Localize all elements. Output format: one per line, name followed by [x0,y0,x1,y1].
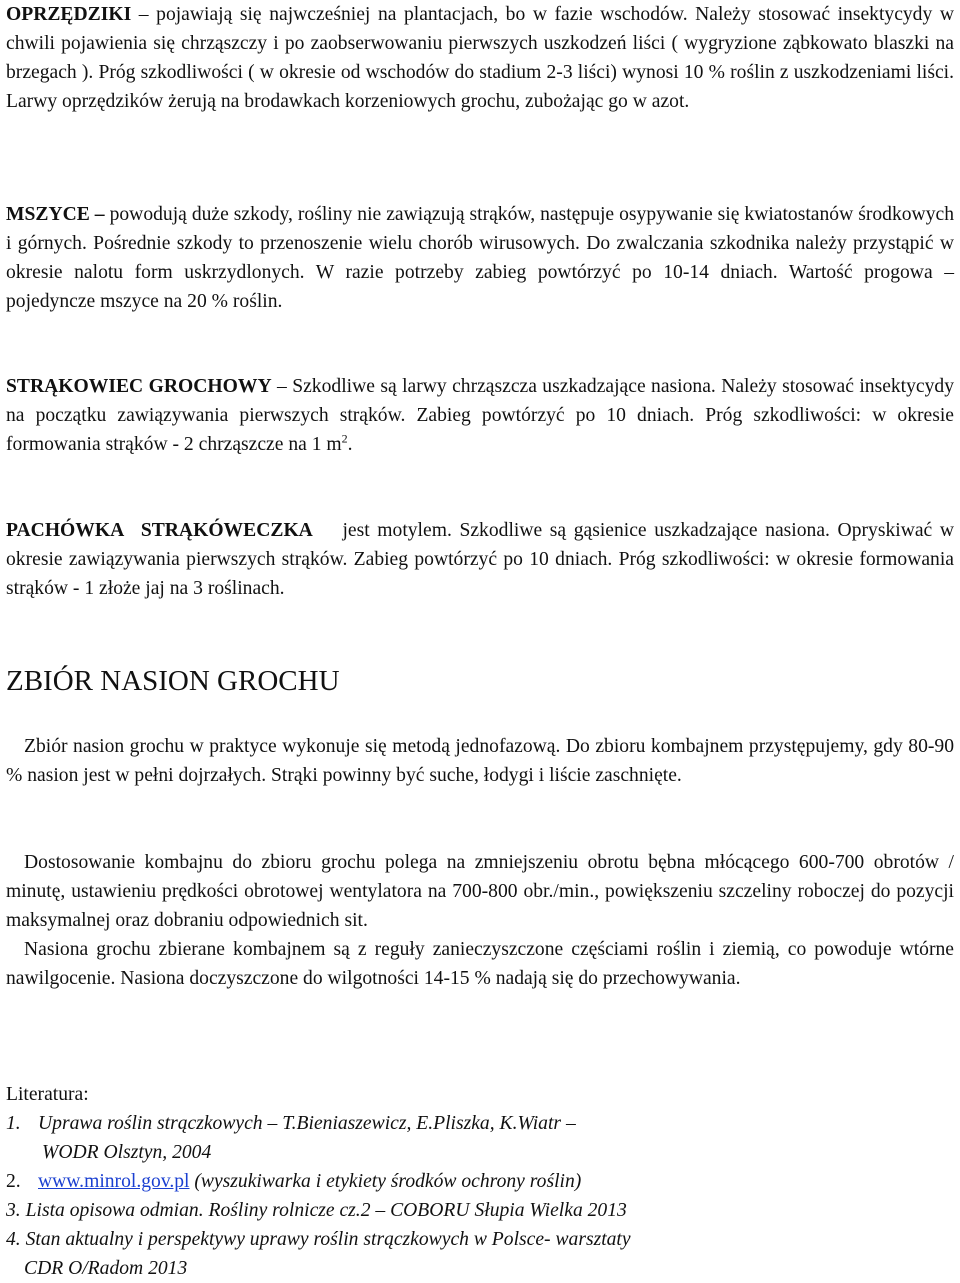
zbior-paragraph-1 [6,732,954,790]
bibliography-item-text: Uprawa roślin strączkowych – T.Bieniaszewicz, E.Pliszka, K.Wiatr – [38,1113,576,1134]
section-pachowka [6,516,954,603]
superscript-2: 2 [341,431,348,446]
bibliography-item-1 [6,1109,631,1138]
zbior-paragraph-3-text: Nasiona grochu zbierane kombajnem są z reguły zanieczyszczone częściami roślin i ziemią, co powoduje wtórne nawilgocenie. Nasiona doczyszczone do wilgotności 14-15 % nadają się do przechowywania. [6,939,954,989]
link-minrol[interactable]: www.minrol.gov.pl [38,1171,190,1192]
section-oprzedziki [6,0,954,116]
bibliography-item-number: 3. [6,1200,21,1221]
section-text-strakowiec-end: . [347,434,353,455]
bibliography-item-4 [6,1225,631,1254]
bibliography [6,1080,631,1283]
bibliography-item-text: Lista opisowa odmian. Rośliny rolnicze cz.2 – COBORU Słupia Wielka 2013 [25,1200,627,1221]
section-heading-pachowka: PACHÓWKA STRĄKÓWECZKA [6,520,313,541]
zbior-paragraph-2 [6,848,954,935]
section-mszyce [6,200,954,316]
bibliography-label: Literatura: [6,1084,89,1105]
section-text-oprzedziki: – pojawiają się najwcześniej na plantacjach, bo w fazie wschodów. Należy stosować insektycydy w chwili pojawienia się chrząszczy i po zaobserwowaniu pierwszych uszkodzeń liści ( wygryzione ząbkowato blaszki na brzegach ). Próg szkodliwości ( w okresie od wschodów do stadium 2-3 liści) wynosi 10 % roślin z uszkodzeniami liści. Larwy oprzędzików żerują na brodawkach korzeniowych grochu, zubożając go w azot. [6,4,954,112]
section-heading-strakowiec: STRĄKOWIEC GROCHOWY [6,376,272,397]
bibliography-item-1-continuation: WODR Olsztyn, 2004 [42,1142,212,1163]
zbior-paragraph-3 [6,935,954,993]
bibliography-item-3 [6,1196,631,1225]
zbior-paragraph-2-text: Dostosowanie kombajnu do zbioru grochu polega na zmniejszeniu obrotu bębna młócącego 600-700 obrotów / minutę, ustawieniu prędkości obrotowej wentylatora na 700-800 obr./min., powiększeniu szczeliny roboczej do pozycji maksymalnej oraz dobraniu odpowiednich sit. [6,852,954,931]
heading-zbior-nasion-grochu: ZBIÓR NASION GROCHU [6,665,340,697]
section-strakowiec [6,372,954,459]
zbior-paragraph-1-text: Zbiór nasion grochu w praktyce wykonuje się metodą jednofazową. Do zbioru kombajnem przystępujemy, gdy 80-90 % nasion jest w pełni dojrzałych. Strąki powinny być suche, łodygi i liście zaschnięte. [6,736,954,786]
section-heading-mszyce: MSZYCE – [6,204,105,225]
section-heading-oprzedziki: OPRZĘDZIKI [6,4,132,25]
bibliography-item-4-continuation: CDR O/Radom 2013 [24,1258,188,1279]
bibliography-item-2 [6,1167,631,1196]
bibliography-item-number: 4. [6,1229,21,1250]
section-text-strakowiec: – Szkodliwe są larwy chrząszcza uszkadzające nasiona. Należy stosować insektycydy na początku zawiązywania pierwszych strąków. Zabieg powtórzyć po 10 dniach. Próg szkodliwości: w okresie formowania strąków - 2 chrząszcze na 1 m [6,376,955,455]
section-text-pachowka: jest motylem. Szkodliwe są gąsienice uszkadzające nasiona. Opryskiwać w okresie zawiązywania pierwszych strąków. Zabieg powtórzyć po 10 dniach. Próg szkodliwości: w okresie formowania strąków - 1 złoże jaj na 3 roślinach. [6,520,954,599]
section-text-mszyce: powodują duże szkody, rośliny nie zawiązują strąków, następuje osypywanie się kwiatostanów środkowych i górnych. Pośrednie szkody to przenoszenie wielu chorób wirusowych. Do zwalczania szkodnika należy przystąpić w okresie nalotu form uskrzydlonych. W razie potrzeby zabieg powtórzyć po 10-14 dniach. Wartość progowa – pojedyncze mszyce na 20 % roślin. [6,204,954,312]
bibliography-item-text: Stan aktualny i perspektywy uprawy roślin strączkowych w Polsce- warsztaty [25,1229,631,1250]
bibliography-item-number: 2. [6,1171,21,1192]
bibliography-item-number: 1. [6,1113,21,1134]
bibliography-item-text: (wyszukiwarka i etykiety środków ochrony roślin) [189,1171,582,1192]
